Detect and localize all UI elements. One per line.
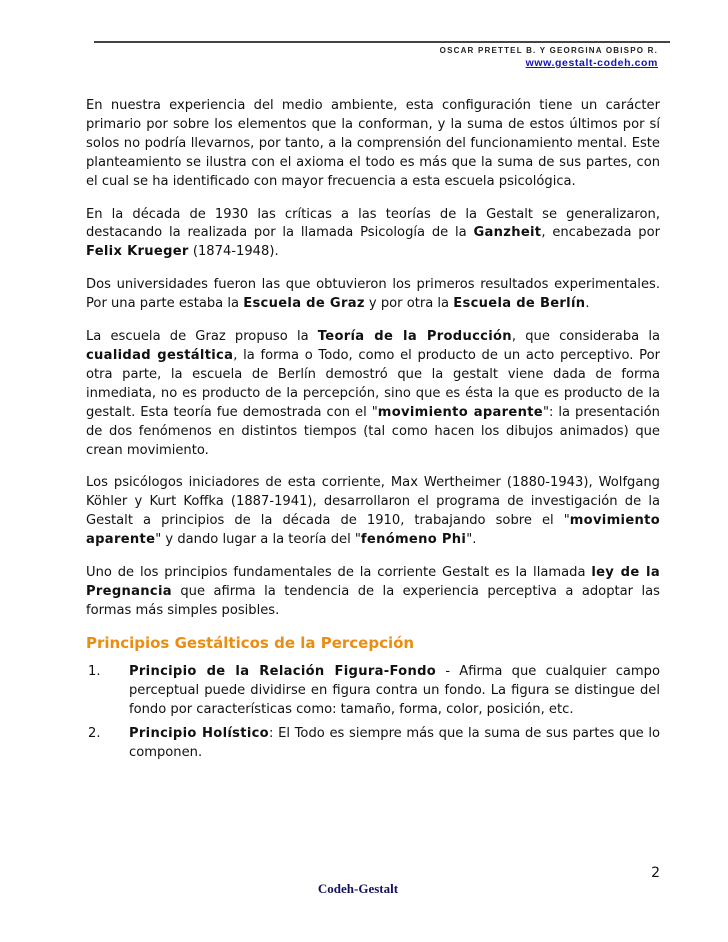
header-authors: OSCAR PRETTEL B. Y GEORGINA OBISPO R. xyxy=(439,46,658,55)
text-run: En la década de 1930 las críticas a las teorías de la Gestalt se generalizaron, destacando la realizada por la llamada Psicología de la xyxy=(86,206,660,241)
header-website-link[interactable]: www.gestalt-codeh.com xyxy=(525,57,658,69)
paragraph xyxy=(86,564,660,621)
bold-term: Principio Holístico xyxy=(129,726,269,742)
text-run: - Afirma que cualquier campo perceptual puede dividirse en figura contra un fondo. La figura se distingue del fondo por características como: tamaño, forma, color, posición, etc. xyxy=(129,663,660,717)
text-run: " y dando lugar a la teoría del " xyxy=(155,532,361,548)
text-run: Uno de los principios fundamentales de la corriente Gestalt es la llamada xyxy=(86,565,592,581)
header-rule xyxy=(94,41,670,43)
text-run: La escuela de Graz propuso la xyxy=(86,329,318,345)
text-run: y por otra la xyxy=(364,296,454,312)
bold-term: movimiento aparente xyxy=(86,513,660,548)
text-run: , encabezada por xyxy=(541,225,660,241)
list-item xyxy=(86,663,660,720)
text-run: que afirma la tendencia de la experiencia perceptiva a adoptar las formas más simples posibles. xyxy=(86,583,660,618)
paragraph xyxy=(86,276,660,314)
bold-term: Ganzheit xyxy=(473,225,542,241)
list-text xyxy=(129,663,660,720)
text-run: ": la presentación de dos fenómenos en distintos tiempos (tal como hacen los dibujos animados) que crean movimiento. xyxy=(86,404,660,458)
text-run: ". xyxy=(466,532,477,548)
bold-term: Teoría de la Producción xyxy=(317,329,512,345)
bold-term: Escuela de Graz xyxy=(243,296,365,312)
text-run: (1874-1948). xyxy=(188,244,279,260)
paragraph xyxy=(86,97,660,192)
footer-label: Codeh-Gestalt xyxy=(317,881,399,896)
paragraph xyxy=(86,206,660,263)
text-run: Los psicólogos iniciadores de esta corriente, Max Wertheimer (1880-1943), Wolfgang Köhler y Kurt Koffka (1887-1941), desarrollaron el programa de investigación de la Gestalt a principios de la década de 1910, trabajando sobre el " xyxy=(86,475,660,529)
bold-term: Escuela de Berlín xyxy=(453,296,586,312)
text-run: , la forma o Todo, como el producto de un acto perceptivo. Por otra parte, la escuela de Berlín demostró que la gestalt viene dada de forma inmediata, no es producto de la percepción, sino que es ésta la que es producto de la gestalt. Esta teoría fue demostrada con el " xyxy=(86,347,660,420)
document-body xyxy=(86,97,660,769)
footer xyxy=(0,881,728,897)
paragraph xyxy=(86,328,660,460)
bold-term: movimiento aparente xyxy=(377,404,543,420)
text-run: Dos universidades fueron las que obtuvieron los primeros resultados experimentales. Por una parte estaba la xyxy=(86,277,660,312)
text-run: : El Todo es siempre más que la suma de sus partes que lo componen. xyxy=(129,726,661,761)
bold-term: ley de la Pregnancia xyxy=(86,565,660,599)
list-number: 1. xyxy=(88,663,101,679)
paragraphs xyxy=(86,97,660,621)
text-run: , que consideraba la xyxy=(511,329,660,345)
bold-term: Felix Krueger xyxy=(86,244,189,260)
list-item xyxy=(86,725,660,763)
section-heading: Principios Gestálticos de la Percepción xyxy=(86,633,415,652)
text-run: En nuestra experiencia del medio ambiente, esta configuración tiene un carácter primario por sobre los elementos que la conforman, y la suma de estos últimos por sí solos no podría llevarnos, por tanto, a la comprensión del funcionamiento mental. Este planteamiento se ilustra con el axioma el todo es más que la suma de sus partes, con el cual se ha identificado con mayor frecuencia a esta escuela psicológica. xyxy=(86,98,660,189)
bold-term: cualidad gestáltica xyxy=(86,347,234,363)
list-number: 2. xyxy=(88,726,101,742)
text-run: . xyxy=(585,296,590,312)
bold-term: fenómeno Phi xyxy=(360,532,467,548)
page-number: 2 xyxy=(651,865,660,881)
list-text xyxy=(129,725,660,763)
bold-term: Principio de la Relación Figura-Fondo xyxy=(129,663,437,679)
principles-list xyxy=(86,663,660,764)
paragraph xyxy=(86,474,660,550)
